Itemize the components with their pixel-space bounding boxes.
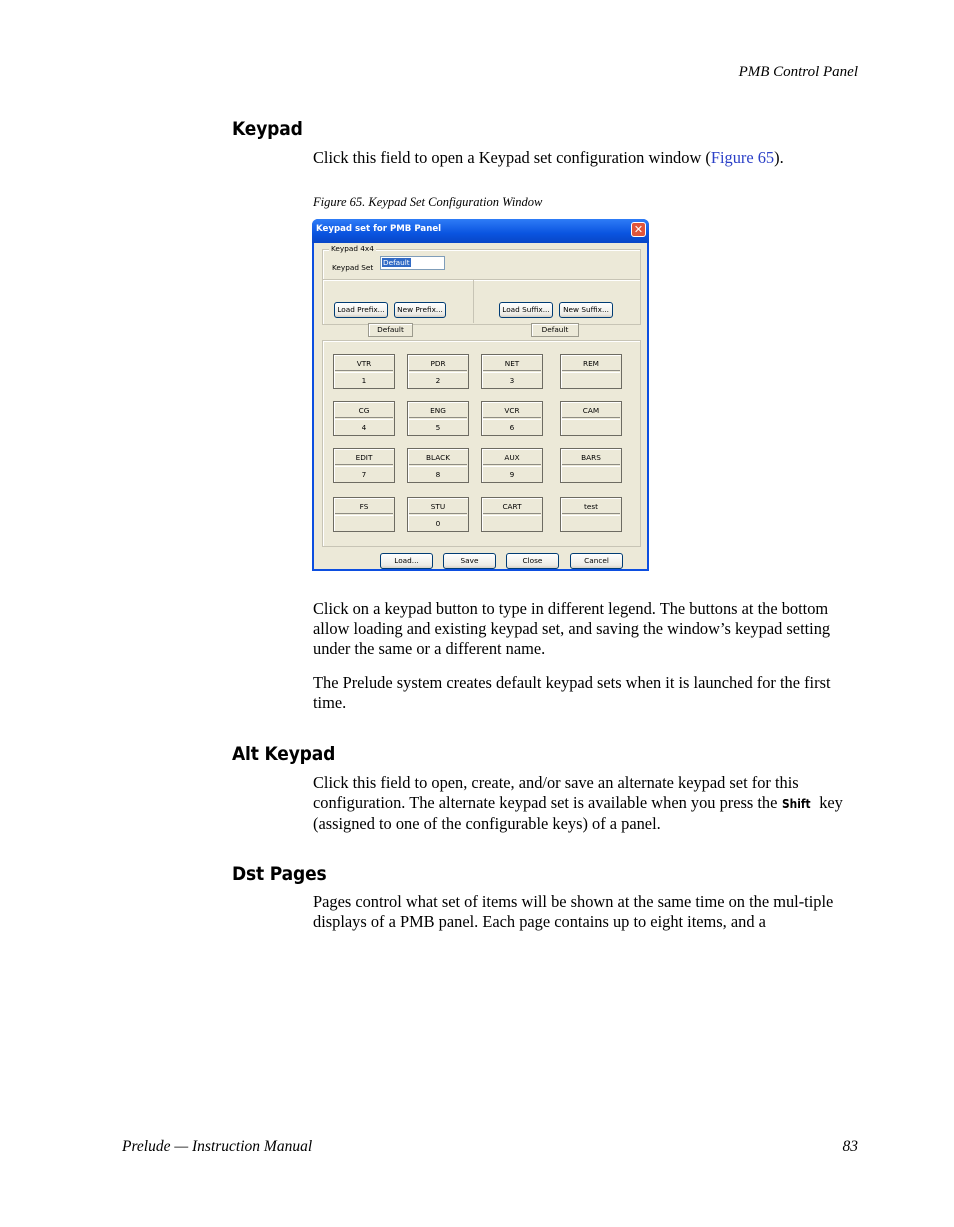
- dialog-title-bar: [312, 219, 649, 243]
- figure-caption: Figure 65. Keypad Set Configuration Window: [313, 195, 543, 209]
- key-legend-top: EDIT: [335, 450, 393, 465]
- prefix-value: Default: [368, 323, 413, 337]
- running-header: PMB Control Panel: [738, 64, 858, 80]
- key-legend-bottom: 8: [409, 466, 467, 481]
- new-prefix-button[interactable]: New Prefix...: [394, 302, 446, 318]
- dialog-title: Keypad set for PMB Panel: [316, 224, 442, 234]
- keypad-set-value: Default: [383, 258, 410, 267]
- key-legend-top: AUX: [483, 450, 541, 465]
- load-button[interactable]: Load...: [380, 553, 433, 569]
- key-legend-bottom: [335, 515, 393, 530]
- dialog-client-area: [314, 243, 647, 569]
- keypad-key[interactable]: [407, 448, 469, 483]
- key-legend-top: CG: [335, 403, 393, 418]
- keypad-set-dialog: [312, 219, 649, 571]
- keypad-set-label: Keypad Set: [332, 263, 374, 272]
- alt-keypad-text: Click this field to open, create, and/or save an alternate keypad set for this configuration. The alternate keypad set is available when you press the: [313, 773, 799, 812]
- cancel-button[interactable]: Cancel: [570, 553, 623, 569]
- page-number: 83: [842, 1138, 858, 1155]
- keypad-key[interactable]: [560, 497, 622, 532]
- figure-65-link[interactable]: Figure 65: [710, 148, 775, 167]
- key-legend-top: BARS: [562, 450, 620, 465]
- keypad-key[interactable]: [481, 354, 543, 389]
- key-legend-top: CAM: [562, 403, 620, 418]
- prefix-suffix-divider: [473, 279, 474, 323]
- keypad-set-input[interactable]: [380, 256, 445, 270]
- load-suffix-button[interactable]: Load Suffix...: [499, 302, 553, 318]
- key-legend-top: STU: [409, 499, 467, 514]
- save-button[interactable]: Save: [443, 553, 496, 569]
- keypad-paragraph-2: The Prelude system creates default keypad sets when it is launched for the first time.: [313, 673, 831, 712]
- key-legend-bottom: 7: [335, 466, 393, 481]
- keypad-key[interactable]: [333, 497, 395, 532]
- keypad-key[interactable]: [333, 448, 395, 483]
- new-suffix-button[interactable]: New Suffix...: [559, 302, 613, 318]
- keypad-key[interactable]: [407, 401, 469, 436]
- section-heading-alt-keypad: Alt Keypad: [232, 743, 336, 765]
- key-legend-bottom: [562, 419, 620, 434]
- key-legend-bottom: 6: [483, 419, 541, 434]
- keypad-key[interactable]: [481, 401, 543, 436]
- keypad-key[interactable]: [407, 497, 469, 532]
- keypad-key[interactable]: [481, 497, 543, 532]
- key-legend-top: BLACK: [409, 450, 467, 465]
- keypad-key[interactable]: [333, 401, 395, 436]
- keypad-key[interactable]: [481, 448, 543, 483]
- key-legend-bottom: [562, 466, 620, 481]
- alt-keypad-paragraph: [313, 773, 861, 834]
- dst-pages-paragraph: Pages control what set of items will be shown at the same time on the mul-tiple displays of a PMB panel. Each page contains up to eight items, and a: [313, 892, 834, 931]
- keypad-key[interactable]: [560, 401, 622, 436]
- key-legend-bottom: 2: [409, 372, 467, 387]
- key-legend-bottom: 5: [409, 419, 467, 434]
- section-heading-keypad: Keypad: [232, 118, 303, 140]
- load-prefix-button[interactable]: Load Prefix...: [334, 302, 388, 318]
- keypad-group-label: Keypad 4x4: [331, 244, 374, 253]
- key-legend-top: VCR: [483, 403, 541, 418]
- key-legend-bottom: 0: [409, 515, 467, 530]
- key-legend-top: test: [562, 499, 620, 514]
- suffix-value: Default: [531, 323, 579, 337]
- close-icon[interactable]: ✕: [631, 222, 646, 237]
- key-legend-top: REM: [562, 356, 620, 371]
- key-legend-top: FS: [335, 499, 393, 514]
- keypad-key[interactable]: [560, 448, 622, 483]
- key-legend-bottom: 1: [335, 372, 393, 387]
- key-legend-bottom: [562, 515, 620, 530]
- key-legend-top: VTR: [335, 356, 393, 371]
- close-button[interactable]: Close: [506, 553, 559, 569]
- keypad-intro: [313, 148, 861, 168]
- keypad-key[interactable]: [333, 354, 395, 389]
- keypad-intro-text: Click this field to open a Keypad set configuration window (: [313, 148, 711, 167]
- key-legend-bottom: 9: [483, 466, 541, 481]
- key-legend-top: CART: [483, 499, 541, 514]
- keypad-paragraph-1: Click on a keypad button to type in different legend. The buttons at the bottom allow loading and existing keypad set, and saving the window’s keypad setting under the same or a different name.: [313, 599, 831, 658]
- key-legend-bottom: 3: [483, 372, 541, 387]
- key-legend-top: ENG: [409, 403, 467, 418]
- key-legend-bottom: [562, 372, 620, 387]
- key-legend-top: NET: [483, 356, 541, 371]
- shift-key-name: Shift: [781, 796, 811, 811]
- key-legend-bottom: 4: [335, 419, 393, 434]
- alt-keypad-text-end: key (assigned to one of the configurable keys) of a panel.: [313, 793, 843, 833]
- key-legend-top: PDR: [409, 356, 467, 371]
- section-heading-dst-pages: Dst Pages: [232, 863, 327, 885]
- keypad-key[interactable]: [560, 354, 622, 389]
- keypad-intro-end: ).: [774, 148, 784, 167]
- key-legend-bottom: [483, 515, 541, 530]
- keypad-key[interactable]: [407, 354, 469, 389]
- footer-title: Prelude — Instruction Manual: [122, 1138, 313, 1155]
